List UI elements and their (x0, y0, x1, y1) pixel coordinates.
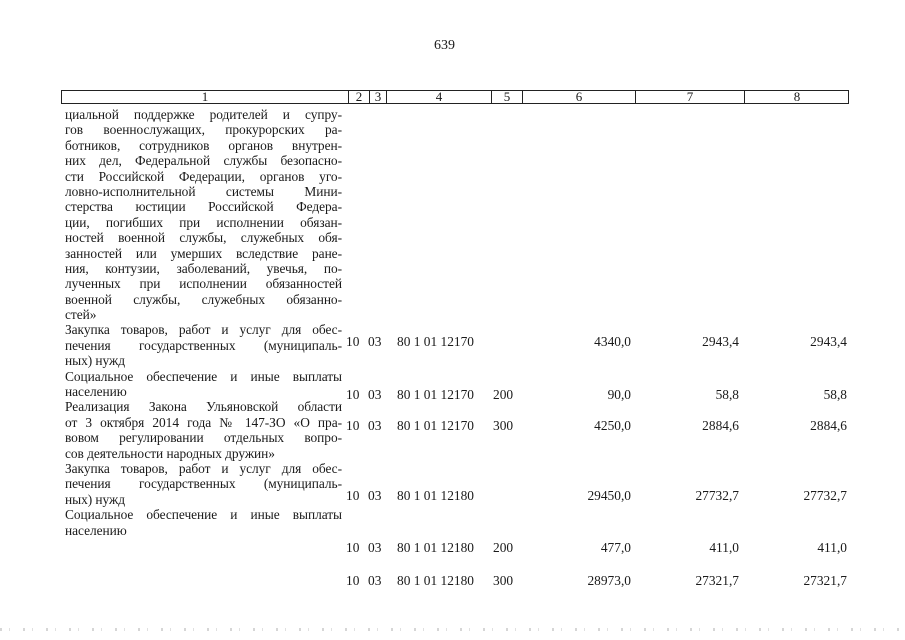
table-header (61, 90, 849, 104)
table-row (0, 387, 905, 403)
description-column (65, 107, 342, 538)
cell-amount-6: 4250,0 (594, 418, 631, 433)
cell-target-code: 80 1 01 12180 (397, 488, 474, 503)
cell-amount-7: 2884,6 (702, 418, 739, 433)
cell-section: 10 (346, 418, 360, 433)
description-line: Закупка товаров, работ и услуг для обес- (65, 322, 342, 338)
description-line: сти Российской Федерации, органов уго- (65, 168, 342, 184)
cell-target-code: 80 1 01 12170 (397, 334, 474, 349)
cell-amount-7: 58,8 (715, 387, 739, 402)
description-line: населению (65, 384, 127, 400)
table-row (0, 334, 905, 350)
cell-amount-6: 90,0 (607, 387, 631, 402)
description-line: Реализация Закона Ульяновской области (65, 399, 342, 415)
cell-amount-6: 4340,0 (594, 334, 631, 349)
cell-amount-7: 2943,4 (702, 334, 739, 349)
description-line: ных) нужд (65, 353, 125, 369)
header-col-2: 2 (355, 89, 363, 104)
cell-amount-8: 2943,4 (810, 334, 847, 349)
header-col-6: 6 (575, 89, 583, 104)
cell-target-code: 80 1 01 12180 (397, 573, 474, 588)
cell-target-code: 80 1 01 12170 (397, 387, 474, 402)
cell-amount-6: 28973,0 (587, 573, 631, 588)
description-line: сов деятельности народных дружин» (65, 445, 275, 461)
cell-expense-type: 300 (493, 418, 514, 433)
cell-subsection: 03 (368, 540, 382, 555)
cell-amount-6: 477,0 (600, 540, 631, 555)
description-line: занностей или умерших вследствие ране- (65, 245, 342, 261)
description-line: вовом регулировании отдельных вопро- (65, 430, 342, 446)
cell-subsection: 03 (368, 418, 382, 433)
description-line: лученных при исполнении обязанностей (65, 276, 342, 292)
description-line: циальной поддержке родителей и супру- (65, 107, 342, 122)
header-col-4: 4 (435, 89, 443, 104)
header-col-1: 1 (201, 89, 209, 104)
cell-expense-type: 200 (493, 387, 514, 402)
description-line: от 3 октября 2014 года № 147-ЗО «О пра- (65, 414, 342, 430)
cell-expense-type: 300 (493, 573, 514, 588)
description-line: ловно-исполнительной системы Мини- (65, 183, 342, 199)
cell-amount-7: 27732,7 (695, 488, 739, 503)
cell-target-code: 80 1 01 12170 (397, 418, 474, 433)
cell-amount-8: 2884,6 (810, 418, 847, 433)
table-row (0, 573, 905, 589)
cell-section: 10 (346, 387, 360, 402)
description-line: ции, погибших при исполнении обязан- (65, 214, 342, 230)
description-line: ностей военной службы, служебных обя- (65, 230, 342, 246)
header-col-3: 3 (374, 89, 382, 104)
description-line: ных) нужд (65, 491, 125, 507)
description-line: стерства юстиции Российской Федера- (65, 199, 342, 215)
header-col-8: 8 (793, 89, 801, 104)
cell-amount-8: 58,8 (823, 387, 847, 402)
table-row (0, 418, 905, 434)
cell-amount-7: 411,0 (709, 540, 739, 555)
cell-amount-6: 29450,0 (587, 488, 631, 503)
description-line: стей» (65, 307, 97, 323)
description-line: Социальное обеспечение и иные выплаты (65, 368, 342, 384)
cell-amount-8: 27321,7 (803, 573, 847, 588)
cell-section: 10 (346, 488, 360, 503)
table-row (0, 540, 905, 556)
cell-section: 10 (346, 540, 360, 555)
cell-section: 10 (346, 573, 360, 588)
description-line: ботников, сотрудников органов внутрен- (65, 137, 342, 153)
cell-expense-type: 200 (493, 540, 514, 555)
description-line: ния, контузии, заболеваний, увечья, по- (65, 260, 342, 276)
cell-subsection: 03 (368, 573, 382, 588)
header-col-5: 5 (503, 89, 511, 104)
cell-amount-8: 27732,7 (803, 488, 847, 503)
description-line: печения государственных (муниципаль- (65, 337, 342, 353)
description-line: печения государственных (муниципаль- (65, 476, 342, 492)
cell-subsection: 03 (368, 488, 382, 503)
page-number: 639 (434, 38, 455, 53)
cell-amount-7: 27321,7 (695, 573, 739, 588)
description-line: населению (65, 522, 127, 538)
description-line: Закупка товаров, работ и услуг для обес- (65, 460, 342, 476)
cell-amount-8: 411,0 (817, 540, 847, 555)
cell-subsection: 03 (368, 334, 382, 349)
cell-section: 10 (346, 334, 360, 349)
cell-target-code: 80 1 01 12180 (397, 540, 474, 555)
table-row (0, 488, 905, 504)
description-line: них дел, Федеральной службы безопасно- (65, 153, 342, 169)
description-line: гов военнослужащих, прокурорских ра- (65, 122, 342, 138)
description-line: военной службы, служебных обязанно- (65, 291, 342, 307)
scan-noise-strip (0, 628, 905, 631)
cell-subsection: 03 (368, 387, 382, 402)
description-line: Социальное обеспечение и иные выплаты (65, 507, 342, 523)
header-col-7: 7 (686, 89, 694, 104)
